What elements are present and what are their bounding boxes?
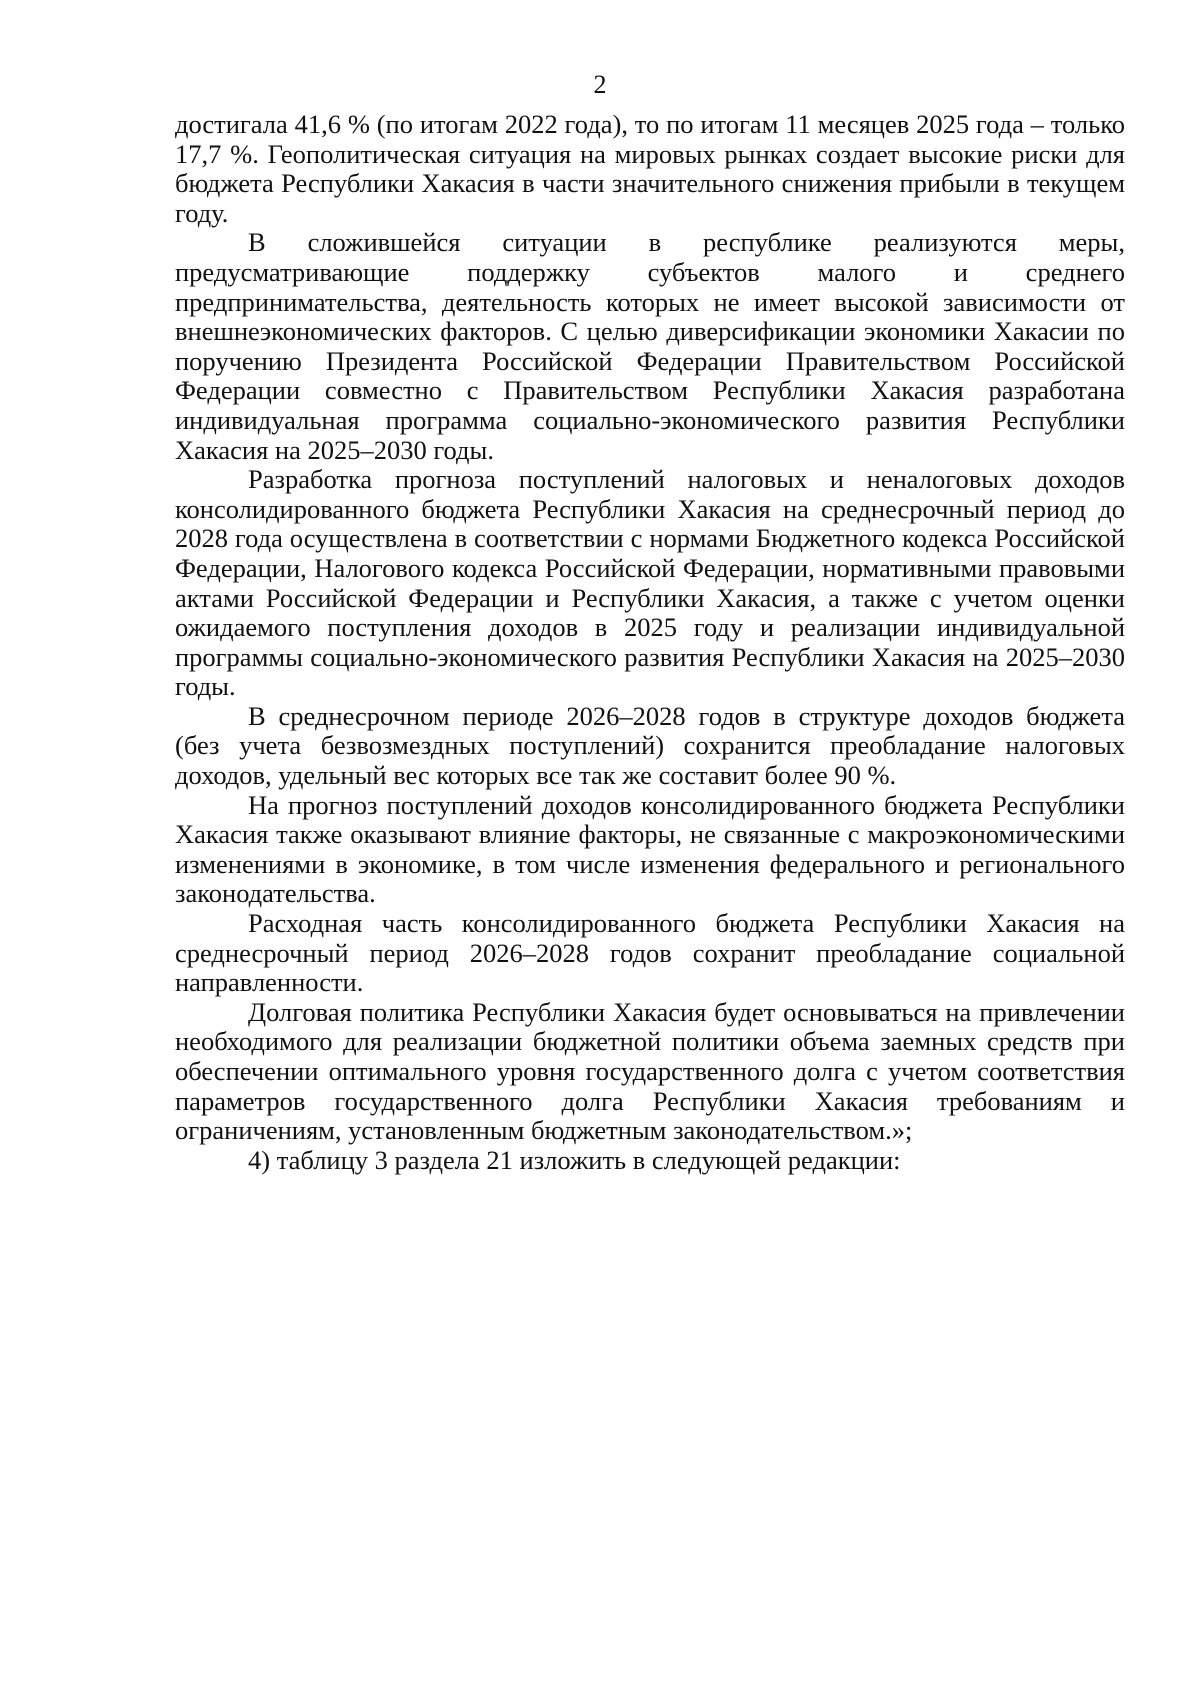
paragraph-debt-policy: Долговая политика Республики Хакасия будет основываться на привлечении необходимого для реализации бюджетной политики объема заемных средств при обеспечении оптимального уровня государственного долга с учетом соответствия параметров государственного долга Республики Хакасия требованиям и ограничениям, установленным бюджетным законодательством.»; <box>175 996 1125 1146</box>
paragraph-expenditure-social: Расходная часть консолидированного бюджета Республики Хакасия на среднесрочный период 2026–2028 годов сохранит преобладание социальной направленности. <box>175 908 1125 998</box>
paragraph-table-amendment: 4) таблицу 3 раздела 21 изложить в следующей редакции: <box>248 1144 901 1175</box>
paragraph-revenue-forecast-basis: Разработка прогноза поступлений налоговых и неналоговых доходов консолидированного бюджета Республики Хакасия на среднесрочный период до 2028 года осуществлена в соответствии с нормами Бюджетного кодекса Российской Федерации, Налогового кодекса Российской Федерации, нормативными правовыми актами Российской Федерации и Республики Хакасия, а также с учетом оценки ожидаемого поступления доходов в 2025 году и реализации индивидуальной программы социально-экономического развития Республики Хакасия на 2025–2030 годы. <box>175 464 1125 702</box>
page-number: 2 <box>593 70 607 99</box>
paragraph-continuation-profit-share: достигала 41,6 % (по итогам 2022 года), то по итогам 11 месяцев 2025 года – только 17,7 %. Геополитическая ситуация на мировых рынках создает высокие риски для бюджета Республики Хакасия в части значительного снижения прибыли в текущем году. <box>175 109 1125 228</box>
paragraph-support-measures: В сложившейся ситуации в республике реализуются меры, предусматривающие поддержку субъектов малого и среднего предпринимательства, деятельность которых не имеет высокой зависимости от внешнеэкономических факторов. С целью диверсификации экономики Хакасии по поручению Президента Российской Федерации Правительством Российской Федерации совместно с Правительством Республики Хакасия разработана индивидуальная программа социально-экономического развития Республики Хакасия на 2025–2030 годы. <box>175 227 1125 465</box>
paragraph-revenue-structure: В среднесрочном периоде 2026–2028 годов в структуре доходов бюджета (без учета безвозмездных поступлений) сохранится преобладание налоговых доходов, удельный вес которых все так же составит более 90 %. <box>175 700 1125 791</box>
document-body <box>175 110 1125 1175</box>
paragraph-non-economic-factors: На прогноз поступлений доходов консолидированного бюджета Республики Хакасия также оказывают влияние факторы, не связанные с макроэкономическими изменениями в экономике, в том числе изменения федерального и регионального законодательства. <box>175 789 1125 909</box>
